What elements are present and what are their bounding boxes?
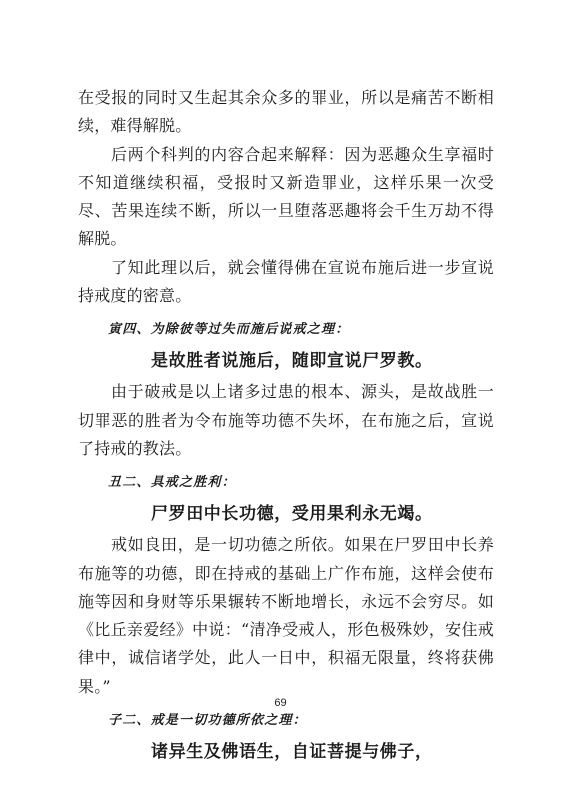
verse-1: 是故胜者说施后，随即宣说尸罗教。 — [151, 351, 433, 372]
section-heading-3: 子二、戒是一切功德所依之理： — [108, 713, 307, 729]
section-heading-2: 丑二、具戒之胜利： — [108, 475, 236, 491]
paragraph-explanation: 后两个科判的内容合起来解释：因为恶趣众生享福时不知道继续积福，受报时又新造罪业，这样乐果一次受尽、苦果连续不断，所以一旦堕落恶趣将会千生万劫不得解脱。 — [78, 144, 494, 249]
paragraph-field-of-merit: 戒如良田，是一切功德之所依。如果在尸罗田中长养布施等的功德，即在持戒的基础上广作布施，这样会使布施等因和身财等乐果辗转不断地增长，永远不会穷尽。如《比丘亲爱经》中说：“清净受戒人，形色极殊妙，安住戒律中，诚信诸学处，此人一日中，积福无限量，终将获佛果。” — [78, 535, 494, 696]
paragraph-root-cause: 由于破戒是以上诸多过患的根本、源头，是故战胜一切罪恶的胜者为令布施等功德不失坏，在布施之后，宣说了持戒的教法。 — [78, 382, 494, 458]
page-body — [78, 84, 494, 769]
verse-2: 尸罗田中长功德，受用果利永无竭。 — [151, 504, 433, 525]
paragraph-continuation: 在受报的同时又生起其余众多的罪业，所以是痛苦不断相续，难得解脱。 — [78, 88, 494, 136]
verse-3: 诸异生及佛语生，自证菩提与佛子， — [151, 742, 433, 763]
page-number: 69 — [274, 697, 287, 709]
section-heading-1: 寅四、为除彼等过失而施后说戒之理： — [108, 322, 350, 338]
paragraph-intent: 了知此理以后，就会懂得佛在宣说布施后进一步宣说持戒度的密意。 — [78, 257, 494, 306]
